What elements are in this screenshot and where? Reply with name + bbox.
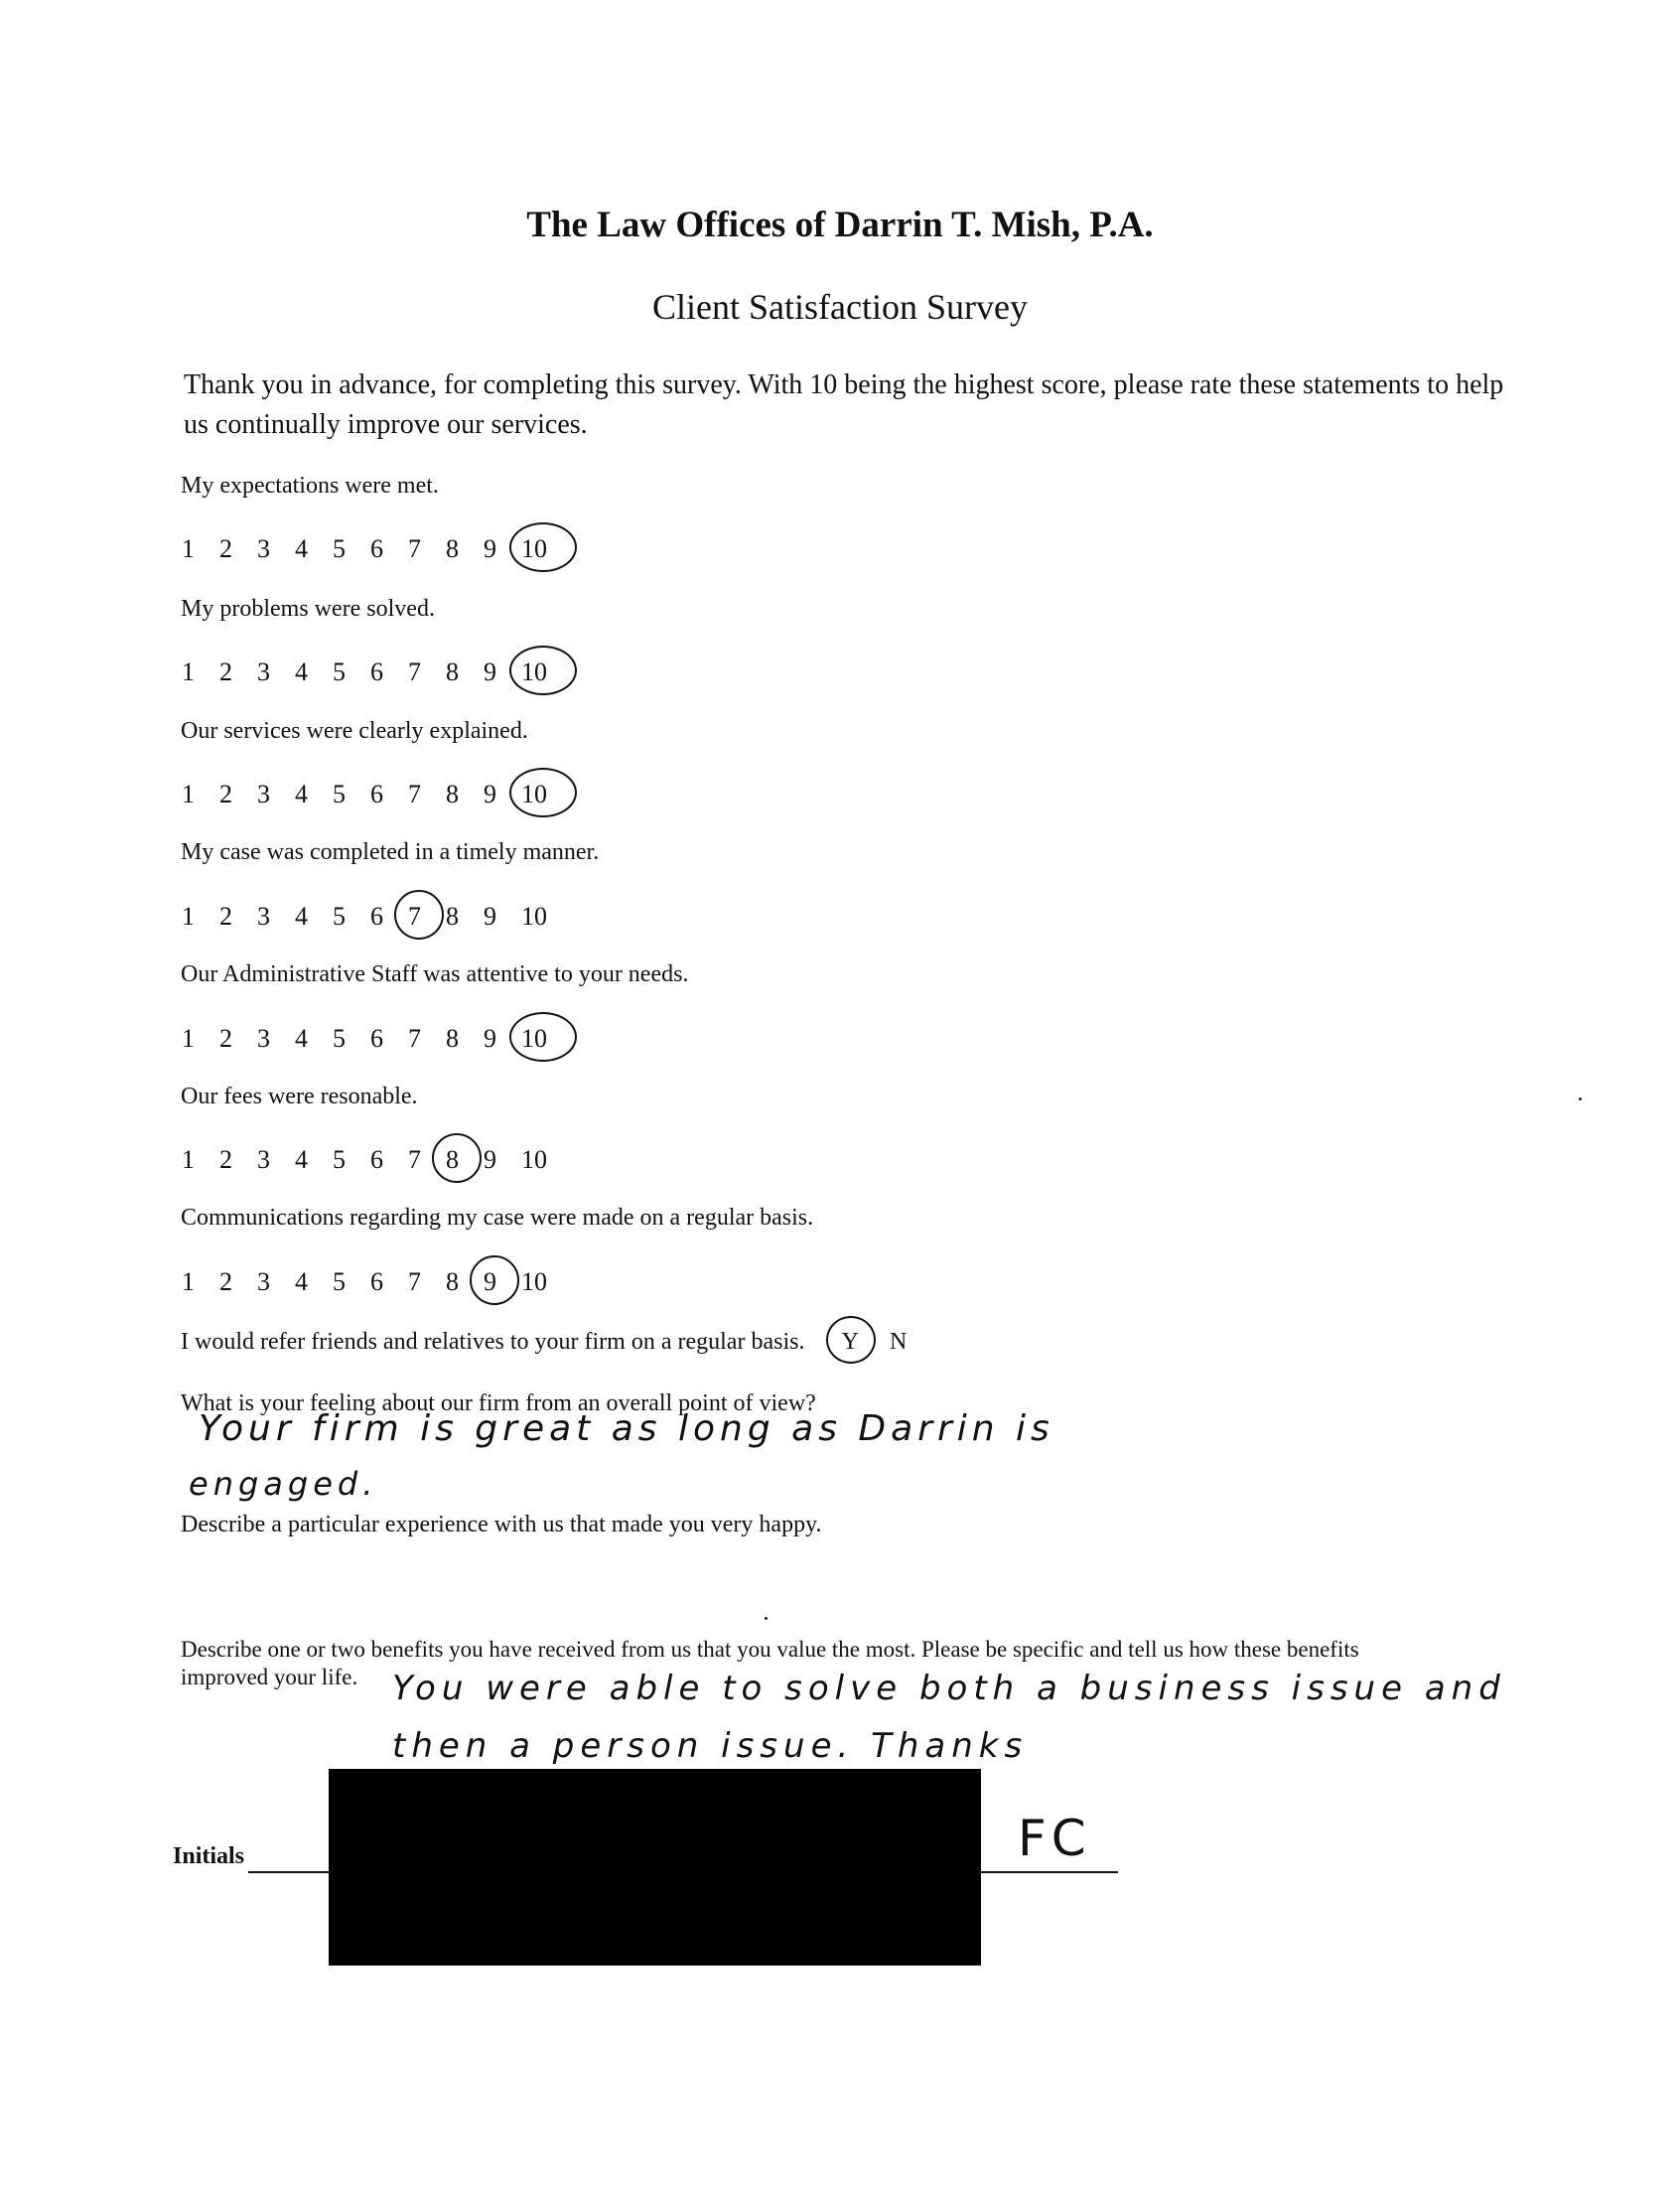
rating-option[interactable]: 2	[219, 1145, 232, 1174]
survey-title: The Law Offices of Darrin T. Mish, P.A.	[526, 205, 1154, 245]
rating-option[interactable]: 10	[521, 534, 559, 564]
rating-option[interactable]: 10	[521, 657, 559, 687]
feeling-answer-line-1[interactable]: Your firm is great as long as Darrin is	[199, 1408, 1054, 1449]
rating-option[interactable]: 7	[408, 780, 421, 808]
rating-option[interactable]: 9	[484, 1145, 496, 1174]
rating-option[interactable]: 7	[408, 1024, 421, 1053]
benefits-answer-line-1[interactable]: You were able to solve both a business issue and	[392, 1669, 1506, 1708]
rating-option[interactable]: 4	[295, 657, 308, 686]
rating-option[interactable]: 4	[295, 1024, 308, 1053]
scan-speck	[978, 1770, 981, 1773]
redaction-box	[329, 1769, 981, 1966]
rating-option[interactable]: 10	[521, 1024, 559, 1054]
benefits-question-line-1: Describe one or two benefits you have received from us that you value the most. Please be specific and tell us how these benefits	[181, 1637, 1359, 1662]
question-3-scale[interactable]	[182, 780, 559, 809]
rating-option[interactable]: 3	[257, 780, 270, 808]
rating-option[interactable]: 2	[219, 534, 232, 563]
refer-question-text: I would refer friends and relatives to your firm on a regular basis.	[181, 1329, 805, 1355]
question-7-scale[interactable]	[182, 1267, 559, 1297]
rating-option[interactable]: 10	[521, 1267, 547, 1296]
refer-selection-circle	[826, 1316, 876, 1364]
rating-option[interactable]: 8	[446, 1024, 459, 1053]
rating-option[interactable]: 7	[408, 1145, 421, 1174]
rating-option[interactable]: 3	[257, 657, 270, 686]
rating-option[interactable]: 7	[408, 1267, 421, 1296]
rating-option[interactable]: 8	[446, 902, 459, 931]
rating-option[interactable]: 5	[333, 534, 346, 563]
rating-option[interactable]: 5	[333, 1145, 346, 1174]
rating-option[interactable]: 2	[219, 780, 232, 808]
rating-option[interactable]: 8	[446, 780, 459, 808]
rating-option[interactable]: 9	[484, 657, 496, 686]
question-1-label: My expectations were met.	[181, 473, 439, 499]
refer-yes-option[interactable]: Y	[841, 1329, 859, 1355]
scan-speck	[1579, 1097, 1582, 1100]
rating-option[interactable]: 2	[219, 657, 232, 686]
rating-option[interactable]: 9	[484, 1267, 521, 1297]
question-1-scale[interactable]	[182, 534, 559, 564]
rating-option[interactable]: 6	[370, 534, 383, 563]
rating-option[interactable]: 4	[295, 534, 308, 563]
rating-option[interactable]: 9	[484, 902, 496, 931]
feeling-question: What is your feeling about our firm from an overall point of view?	[181, 1390, 816, 1416]
rating-option[interactable]: 6	[370, 1267, 383, 1296]
selection-circle	[509, 646, 577, 695]
rating-option[interactable]: 10	[521, 780, 559, 809]
rating-option[interactable]: 1	[182, 1267, 195, 1296]
rating-option[interactable]: 1	[182, 1024, 195, 1053]
rating-option[interactable]: 1	[182, 902, 195, 931]
rating-option[interactable]: 9	[484, 534, 496, 563]
selection-circle	[432, 1133, 482, 1183]
rating-option[interactable]: 8	[446, 1267, 459, 1296]
question-4-label: My case was completed in a timely manner.	[181, 839, 600, 865]
rating-option[interactable]: 5	[333, 1024, 346, 1053]
intro-text: Thank you in advance, for completing this survey. With 10 being the highest score, please rate these statements to help us continually improve our services.	[184, 369, 1504, 440]
question-5-label: Our Administrative Staff was attentive to your needs.	[181, 961, 689, 987]
rating-option[interactable]: 6	[370, 1024, 383, 1053]
rating-option[interactable]: 8	[446, 1145, 484, 1175]
rating-option[interactable]: 4	[295, 902, 308, 931]
rating-option[interactable]: 4	[295, 1267, 308, 1296]
rating-option[interactable]: 4	[295, 1145, 308, 1174]
rating-option[interactable]: 1	[182, 780, 195, 808]
rating-option[interactable]: 1	[182, 657, 195, 686]
initials-label: Initials	[173, 1843, 245, 1869]
selection-circle	[509, 522, 577, 572]
rating-option[interactable]: 10	[521, 902, 547, 931]
initials-value[interactable]: FC	[1018, 1810, 1091, 1867]
rating-option[interactable]: 5	[333, 902, 346, 931]
scan-speck	[765, 1617, 768, 1620]
refer-no-option[interactable]: N	[890, 1329, 908, 1355]
rating-option[interactable]: 4	[295, 780, 308, 808]
feeling-answer-line-2[interactable]: engaged.	[189, 1465, 378, 1503]
rating-option[interactable]: 8	[446, 534, 459, 563]
rating-option[interactable]: 7	[408, 657, 421, 686]
rating-option[interactable]: 6	[370, 780, 383, 808]
rating-option[interactable]: 7	[408, 534, 421, 563]
selection-circle	[470, 1255, 519, 1305]
rating-option[interactable]: 3	[257, 1267, 270, 1296]
question-2-scale[interactable]	[182, 657, 559, 687]
question-3-label: Our services were clearly explained.	[181, 718, 528, 744]
rating-option[interactable]: 1	[182, 534, 195, 563]
rating-option[interactable]: 3	[257, 534, 270, 563]
experience-question: Describe a particular experience with us that made you very happy.	[181, 1512, 822, 1537]
rating-option[interactable]: 3	[257, 902, 270, 931]
rating-option[interactable]: 5	[333, 780, 346, 808]
benefits-answer-line-2[interactable]: then a person issue. Thanks	[392, 1726, 1029, 1766]
rating-option[interactable]: 2	[219, 1267, 232, 1296]
rating-option[interactable]: 8	[446, 657, 459, 686]
benefits-question-line-2: improved your life.	[181, 1665, 358, 1689]
rating-option[interactable]: 7	[408, 902, 446, 932]
rating-option[interactable]: 6	[370, 902, 383, 931]
rating-option[interactable]: 2	[219, 902, 232, 931]
rating-option[interactable]: 3	[257, 1024, 270, 1053]
selection-circle	[509, 1012, 577, 1062]
rating-option[interactable]: 3	[257, 1145, 270, 1174]
question-5-scale[interactable]	[182, 1024, 559, 1054]
selection-circle	[394, 890, 444, 940]
rating-option[interactable]: 9	[484, 780, 496, 808]
question-6-scale[interactable]	[182, 1145, 559, 1175]
survey-subtitle: Client Satisfaction Survey	[652, 287, 1028, 327]
selection-circle	[509, 768, 577, 817]
question-4-scale[interactable]	[182, 902, 559, 932]
rating-option[interactable]: 6	[370, 657, 383, 686]
rating-option[interactable]: 5	[333, 1267, 346, 1296]
question-2-label: My problems were solved.	[181, 596, 435, 622]
rating-option[interactable]: 5	[333, 657, 346, 686]
question-6-label: Our fees were resonable.	[181, 1084, 418, 1109]
rating-option[interactable]: 10	[521, 1145, 547, 1174]
rating-option[interactable]: 2	[219, 1024, 232, 1053]
rating-option[interactable]: 1	[182, 1145, 195, 1174]
rating-option[interactable]: 9	[484, 1024, 496, 1053]
refer-question	[181, 1329, 907, 1356]
question-7-label: Communications regarding my case were made on a regular basis.	[181, 1205, 814, 1231]
rating-option[interactable]: 6	[370, 1145, 383, 1174]
